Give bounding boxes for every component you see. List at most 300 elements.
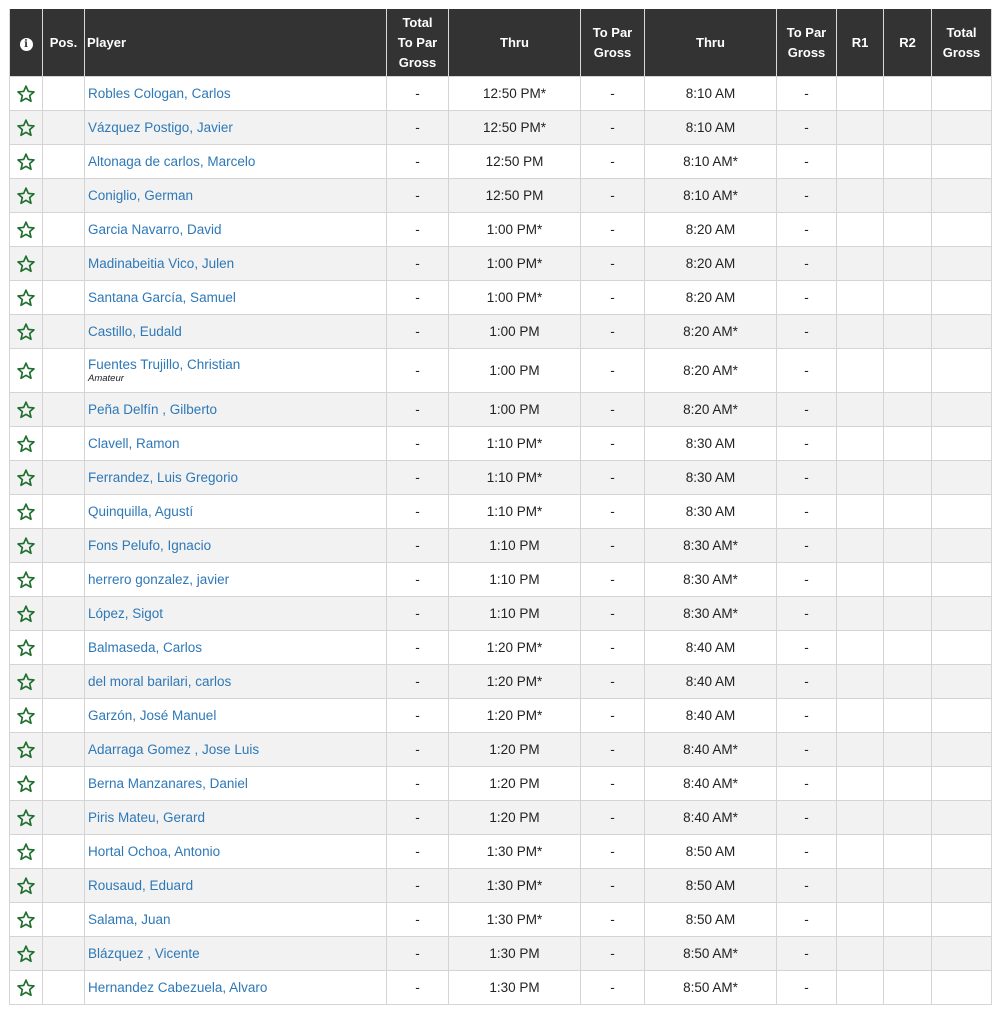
player-cell — [85, 461, 387, 495]
table-row — [10, 349, 992, 393]
player-cell — [85, 801, 387, 835]
player-cell — [85, 213, 387, 247]
thru-cell-1: 1:10 PM* — [449, 461, 581, 495]
to-par-cell-1: - — [581, 597, 645, 631]
thru-cell-1: 1:20 PM* — [449, 631, 581, 665]
to-par-cell-2: - — [777, 213, 837, 247]
favorite-cell[interactable] — [10, 903, 43, 937]
star-outline-icon[interactable] — [16, 944, 36, 964]
favorite-cell[interactable] — [10, 631, 43, 665]
table-row — [10, 529, 992, 563]
favorite-cell[interactable] — [10, 315, 43, 349]
thru-cell-2: 8:10 AM — [645, 77, 777, 111]
star-outline-icon[interactable] — [16, 322, 36, 342]
total-to-par-cell: - — [387, 281, 449, 315]
star-outline-icon[interactable] — [16, 186, 36, 206]
star-outline-icon[interactable] — [16, 910, 36, 930]
favorite-cell[interactable] — [10, 529, 43, 563]
player-cell — [85, 179, 387, 213]
total-to-par-cell: - — [387, 179, 449, 213]
r1-cell — [837, 869, 884, 903]
total-to-par-cell: - — [387, 529, 449, 563]
r2-cell — [884, 903, 932, 937]
favorite-cell[interactable] — [10, 213, 43, 247]
header-row — [10, 9, 992, 77]
star-outline-icon[interactable] — [16, 434, 36, 454]
r2-cell — [884, 937, 932, 971]
total-gross-cell — [932, 597, 992, 631]
to-par-cell-1: - — [581, 971, 645, 1005]
player-link[interactable]: Castillo, Eudald — [88, 323, 182, 339]
total-gross-cell — [932, 529, 992, 563]
table-row — [10, 665, 992, 699]
total-gross-cell — [932, 145, 992, 179]
favorite-cell[interactable] — [10, 971, 43, 1005]
to-par-cell-2: - — [777, 631, 837, 665]
player-link[interactable]: Piris Mateu, Gerard — [88, 809, 206, 825]
total-gross-cell — [932, 665, 992, 699]
favorite-cell[interactable] — [10, 835, 43, 869]
total-to-par-cell: - — [387, 971, 449, 1005]
table-row — [10, 597, 992, 631]
total-gross-cell — [932, 767, 992, 801]
to-par-gross-header-1[interactable] — [581, 9, 645, 77]
thru-cell-1: 12:50 PM — [449, 145, 581, 179]
player-cell — [85, 77, 387, 111]
pos-cell — [43, 461, 85, 495]
thru-cell-1: 1:10 PM — [449, 529, 581, 563]
star-outline-icon[interactable] — [16, 254, 36, 274]
to-par-cell-1: - — [581, 349, 645, 393]
thru-cell-2: 8:40 AM — [645, 665, 777, 699]
thru-cell-1: 1:10 PM* — [449, 495, 581, 529]
star-outline-icon[interactable] — [16, 220, 36, 240]
total-gross-cell — [932, 315, 992, 349]
player-cell — [85, 971, 387, 1005]
pos-cell — [43, 971, 85, 1005]
favorite-cell[interactable] — [10, 393, 43, 427]
table-row — [10, 77, 992, 111]
leaderboard-table — [9, 9, 992, 1005]
star-outline-icon[interactable] — [16, 468, 36, 488]
player-cell — [85, 427, 387, 461]
table-row — [10, 213, 992, 247]
header-line: Gross — [942, 44, 981, 60]
pos-cell — [43, 281, 85, 315]
player-link[interactable]: Salama, Juan — [88, 911, 171, 927]
player-link[interactable]: Hortal Ochoa, Antonio — [88, 843, 221, 859]
player-header[interactable]: Player — [85, 9, 387, 77]
total-to-par-cell: - — [387, 349, 449, 393]
thru-cell-2: 8:20 AM — [645, 281, 777, 315]
total-gross-cell — [932, 393, 992, 427]
total-gross-cell — [932, 179, 992, 213]
player-cell — [85, 903, 387, 937]
pos-cell — [43, 427, 85, 461]
to-par-cell-1: - — [581, 281, 645, 315]
r2-header[interactable]: R2 — [884, 9, 932, 77]
pos-header[interactable]: Pos. — [43, 9, 85, 77]
favorite-cell[interactable] — [10, 281, 43, 315]
to-par-cell-1: - — [581, 665, 645, 699]
favorite-cell[interactable] — [10, 801, 43, 835]
thru-cell-2: 8:20 AM* — [645, 393, 777, 427]
total-to-par-cell: - — [387, 665, 449, 699]
player-link[interactable]: Hernandez Cabezuela, Alvaro — [88, 979, 268, 995]
to-par-cell-2: - — [777, 461, 837, 495]
star-outline-icon[interactable] — [16, 84, 36, 104]
star-outline-icon[interactable] — [16, 978, 36, 998]
thru-cell-2: 8:10 AM* — [645, 145, 777, 179]
player-cell — [85, 315, 387, 349]
player-link[interactable]: Madinabeitia Vico, Julen — [88, 255, 235, 271]
to-par-cell-2: - — [777, 903, 837, 937]
player-link[interactable]: Garzón, José Manuel — [88, 707, 217, 723]
table-row — [10, 835, 992, 869]
thru-header-2[interactable]: Thru — [645, 9, 777, 77]
star-outline-icon[interactable] — [16, 638, 36, 658]
r1-cell — [837, 213, 884, 247]
pos-cell — [43, 563, 85, 597]
star-outline-icon[interactable] — [16, 361, 36, 381]
player-cell — [85, 733, 387, 767]
to-par-cell-2: - — [777, 767, 837, 801]
player-cell — [85, 281, 387, 315]
player-link[interactable]: Ferrandez, Luis Gregorio — [88, 469, 239, 485]
to-par-cell-1: - — [581, 869, 645, 903]
player-cell — [85, 349, 387, 393]
star-outline-icon[interactable] — [16, 118, 36, 138]
favorite-cell[interactable] — [10, 247, 43, 281]
to-par-cell-1: - — [581, 563, 645, 597]
pos-cell — [43, 699, 85, 733]
thru-cell-2: 8:30 AM — [645, 495, 777, 529]
player-cell — [85, 869, 387, 903]
r2-cell — [884, 213, 932, 247]
thru-cell-2: 8:50 AM — [645, 835, 777, 869]
table-row — [10, 937, 992, 971]
thru-cell-2: 8:40 AM — [645, 631, 777, 665]
thru-cell-1: 1:00 PM* — [449, 213, 581, 247]
player-cell — [85, 665, 387, 699]
total-gross-cell — [932, 699, 992, 733]
total-gross-cell — [932, 835, 992, 869]
star-outline-icon[interactable] — [16, 152, 36, 172]
player-link[interactable]: Peña Delfín , Gilberto — [88, 401, 218, 417]
header-line: To Par — [397, 34, 438, 50]
thru-cell-2: 8:50 AM* — [645, 937, 777, 971]
r2-cell — [884, 801, 932, 835]
total-gross-cell — [932, 903, 992, 937]
player-cell — [85, 767, 387, 801]
header-line: To Par — [786, 24, 827, 40]
star-outline-icon[interactable] — [16, 774, 36, 794]
player-link[interactable]: Berna Manzanares, Daniel — [88, 775, 248, 791]
pos-cell — [43, 393, 85, 427]
total-gross-cell — [932, 213, 992, 247]
r2-cell — [884, 971, 932, 1005]
total-to-par-cell: - — [387, 495, 449, 529]
total-gross-header[interactable] — [932, 9, 992, 77]
pos-cell — [43, 247, 85, 281]
pos-cell — [43, 349, 85, 393]
r1-cell — [837, 495, 884, 529]
r1-cell — [837, 733, 884, 767]
r1-cell — [837, 145, 884, 179]
favorite-cell[interactable] — [10, 461, 43, 495]
player-cell — [85, 937, 387, 971]
thru-cell-1: 1:30 PM* — [449, 869, 581, 903]
star-outline-icon[interactable] — [16, 604, 36, 624]
info-icon[interactable]: i — [20, 38, 33, 51]
to-par-cell-2: - — [777, 869, 837, 903]
r1-cell — [837, 179, 884, 213]
favorite-cell[interactable] — [10, 77, 43, 111]
table-row — [10, 767, 992, 801]
to-par-cell-1: - — [581, 145, 645, 179]
r1-cell — [837, 937, 884, 971]
r2-cell — [884, 393, 932, 427]
total-gross-cell — [932, 427, 992, 461]
player-cell — [85, 563, 387, 597]
player-link[interactable]: Blázquez , Vicente — [88, 945, 200, 961]
table-row — [10, 903, 992, 937]
star-outline-icon[interactable] — [16, 672, 36, 692]
thru-cell-2: 8:10 AM — [645, 111, 777, 145]
thru-cell-2: 8:30 AM* — [645, 529, 777, 563]
thru-cell-2: 8:40 AM* — [645, 767, 777, 801]
to-par-cell-2: - — [777, 563, 837, 597]
total-to-par-cell: - — [387, 427, 449, 461]
r2-cell — [884, 179, 932, 213]
total-to-par-cell: - — [387, 213, 449, 247]
to-par-cell-2: - — [777, 529, 837, 563]
player-link[interactable]: Fuentes Trujillo, Christian — [88, 356, 241, 372]
pos-cell — [43, 529, 85, 563]
star-outline-icon[interactable] — [16, 876, 36, 896]
player-link[interactable]: Clavell, Ramon — [88, 435, 180, 451]
pos-cell — [43, 835, 85, 869]
to-par-cell-2: - — [777, 699, 837, 733]
favorite-cell[interactable] — [10, 349, 43, 393]
favorite-cell[interactable] — [10, 495, 43, 529]
total-to-par-cell: - — [387, 903, 449, 937]
to-par-cell-2: - — [777, 937, 837, 971]
total-to-par-cell: - — [387, 563, 449, 597]
total-to-par-cell: - — [387, 733, 449, 767]
player-link[interactable]: Altonaga de carlos, Marcelo — [88, 153, 256, 169]
table-row — [10, 699, 992, 733]
favorite-cell[interactable] — [10, 111, 43, 145]
favorite-cell[interactable] — [10, 179, 43, 213]
header-line: Gross — [398, 54, 437, 70]
r1-cell — [837, 349, 884, 393]
thru-cell-1: 1:20 PM* — [449, 665, 581, 699]
r1-cell — [837, 665, 884, 699]
r2-cell — [884, 529, 932, 563]
r1-cell — [837, 563, 884, 597]
total-gross-cell — [932, 631, 992, 665]
player-link[interactable]: del moral barilari, carlos — [88, 673, 232, 689]
total-to-par-cell: - — [387, 145, 449, 179]
to-par-cell-1: - — [581, 937, 645, 971]
star-outline-icon[interactable] — [16, 842, 36, 862]
star-outline-icon[interactable] — [16, 808, 36, 828]
thru-cell-2: 8:20 AM — [645, 247, 777, 281]
to-par-cell-2: - — [777, 111, 837, 145]
to-par-cell-2: - — [777, 393, 837, 427]
star-outline-icon[interactable] — [16, 502, 36, 522]
total-gross-cell — [932, 971, 992, 1005]
to-par-gross-header-2[interactable] — [777, 9, 837, 77]
to-par-cell-2: - — [777, 801, 837, 835]
total-to-par-cell: - — [387, 699, 449, 733]
favorite-cell[interactable] — [10, 937, 43, 971]
to-par-cell-2: - — [777, 77, 837, 111]
pos-cell — [43, 179, 85, 213]
to-par-cell-2: - — [777, 315, 837, 349]
table-row — [10, 179, 992, 213]
r1-cell — [837, 835, 884, 869]
total-gross-cell — [932, 247, 992, 281]
thru-cell-1: 1:20 PM — [449, 733, 581, 767]
thru-cell-2: 8:30 AM* — [645, 597, 777, 631]
r1-header[interactable]: R1 — [837, 9, 884, 77]
player-link[interactable]: López, Sigot — [88, 605, 164, 621]
star-outline-icon[interactable] — [16, 400, 36, 420]
header-line: Gross — [787, 44, 826, 60]
pos-cell — [43, 597, 85, 631]
table-row — [10, 145, 992, 179]
total-to-par-cell: - — [387, 631, 449, 665]
favorite-cell[interactable] — [10, 869, 43, 903]
favorite-cell[interactable] — [10, 563, 43, 597]
pos-cell — [43, 767, 85, 801]
total-to-par-cell: - — [387, 767, 449, 801]
favorite-cell[interactable] — [10, 767, 43, 801]
r2-cell — [884, 77, 932, 111]
info-header[interactable] — [10, 9, 43, 77]
to-par-cell-1: - — [581, 315, 645, 349]
favorite-cell[interactable] — [10, 733, 43, 767]
pos-cell — [43, 213, 85, 247]
to-par-cell-1: - — [581, 767, 645, 801]
thru-cell-1: 1:30 PM — [449, 971, 581, 1005]
r2-cell — [884, 111, 932, 145]
total-gross-cell — [932, 563, 992, 597]
to-par-cell-1: - — [581, 733, 645, 767]
thru-cell-1: 1:00 PM* — [449, 281, 581, 315]
player-link[interactable]: herrero gonzalez, javier — [88, 571, 230, 587]
r2-cell — [884, 495, 932, 529]
pos-cell — [43, 111, 85, 145]
player-link[interactable]: Balmaseda, Carlos — [88, 639, 203, 655]
player-link[interactable]: Adarraga Gomez , Jose Luis — [88, 741, 260, 757]
header-line: Total — [402, 14, 433, 30]
header-line: Total — [946, 24, 977, 40]
to-par-cell-1: - — [581, 179, 645, 213]
r2-cell — [884, 563, 932, 597]
pos-cell — [43, 869, 85, 903]
player-link[interactable]: Quinquilla, Agustí — [88, 503, 194, 519]
thru-header-1[interactable]: Thru — [449, 9, 581, 77]
total-to-par-cell: - — [387, 315, 449, 349]
table-row — [10, 393, 992, 427]
thru-cell-2: 8:20 AM — [645, 213, 777, 247]
leaderboard — [9, 9, 991, 1005]
header-line: To Par — [592, 24, 633, 40]
r1-cell — [837, 77, 884, 111]
total-gross-cell — [932, 77, 992, 111]
table-row — [10, 315, 992, 349]
r1-cell — [837, 699, 884, 733]
favorite-cell[interactable] — [10, 145, 43, 179]
pos-cell — [43, 937, 85, 971]
star-outline-icon[interactable] — [16, 706, 36, 726]
r2-cell — [884, 427, 932, 461]
player-note: Amateur — [88, 372, 124, 384]
favorite-cell[interactable] — [10, 427, 43, 461]
pos-cell — [43, 801, 85, 835]
table-row — [10, 247, 992, 281]
player-cell — [85, 529, 387, 563]
thru-cell-1: 1:00 PM — [449, 349, 581, 393]
total-gross-cell — [932, 801, 992, 835]
favorite-cell[interactable] — [10, 699, 43, 733]
total-to-par-gross-header[interactable] — [387, 9, 449, 77]
star-outline-icon[interactable] — [16, 740, 36, 760]
r1-cell — [837, 427, 884, 461]
to-par-cell-2: - — [777, 733, 837, 767]
player-link[interactable]: Santana García, Samuel — [88, 289, 236, 305]
r2-cell — [884, 281, 932, 315]
total-to-par-cell: - — [387, 937, 449, 971]
star-outline-icon[interactable] — [16, 570, 36, 590]
to-par-cell-2: - — [777, 145, 837, 179]
to-par-cell-2: - — [777, 597, 837, 631]
r1-cell — [837, 461, 884, 495]
thru-cell-2: 8:40 AM* — [645, 801, 777, 835]
table-row — [10, 111, 992, 145]
star-outline-icon[interactable] — [16, 536, 36, 556]
player-link[interactable]: Robles Cologan, Carlos — [88, 85, 231, 101]
thru-cell-1: 1:20 PM* — [449, 699, 581, 733]
table-row — [10, 869, 992, 903]
thru-cell-2: 8:50 AM — [645, 869, 777, 903]
player-link[interactable]: Rousaud, Eduard — [88, 877, 194, 893]
pos-cell — [43, 145, 85, 179]
total-to-par-cell: - — [387, 461, 449, 495]
r2-cell — [884, 461, 932, 495]
table-row — [10, 971, 992, 1005]
star-outline-icon[interactable] — [16, 288, 36, 308]
player-link[interactable]: Coniglio, German — [88, 187, 194, 203]
player-cell — [85, 495, 387, 529]
favorite-cell[interactable] — [10, 665, 43, 699]
thru-cell-1: 1:30 PM* — [449, 835, 581, 869]
thru-cell-1: 1:30 PM — [449, 937, 581, 971]
table-row — [10, 563, 992, 597]
player-link[interactable]: Fons Pelufo, Ignacio — [88, 537, 212, 553]
player-link[interactable]: Garcia Navarro, David — [88, 221, 222, 237]
thru-cell-2: 8:40 AM* — [645, 733, 777, 767]
favorite-cell[interactable] — [10, 597, 43, 631]
r1-cell — [837, 597, 884, 631]
to-par-cell-1: - — [581, 461, 645, 495]
pos-cell — [43, 903, 85, 937]
player-link[interactable]: Vázquez Postigo, Javier — [88, 119, 233, 135]
thru-cell-1: 1:30 PM* — [449, 903, 581, 937]
